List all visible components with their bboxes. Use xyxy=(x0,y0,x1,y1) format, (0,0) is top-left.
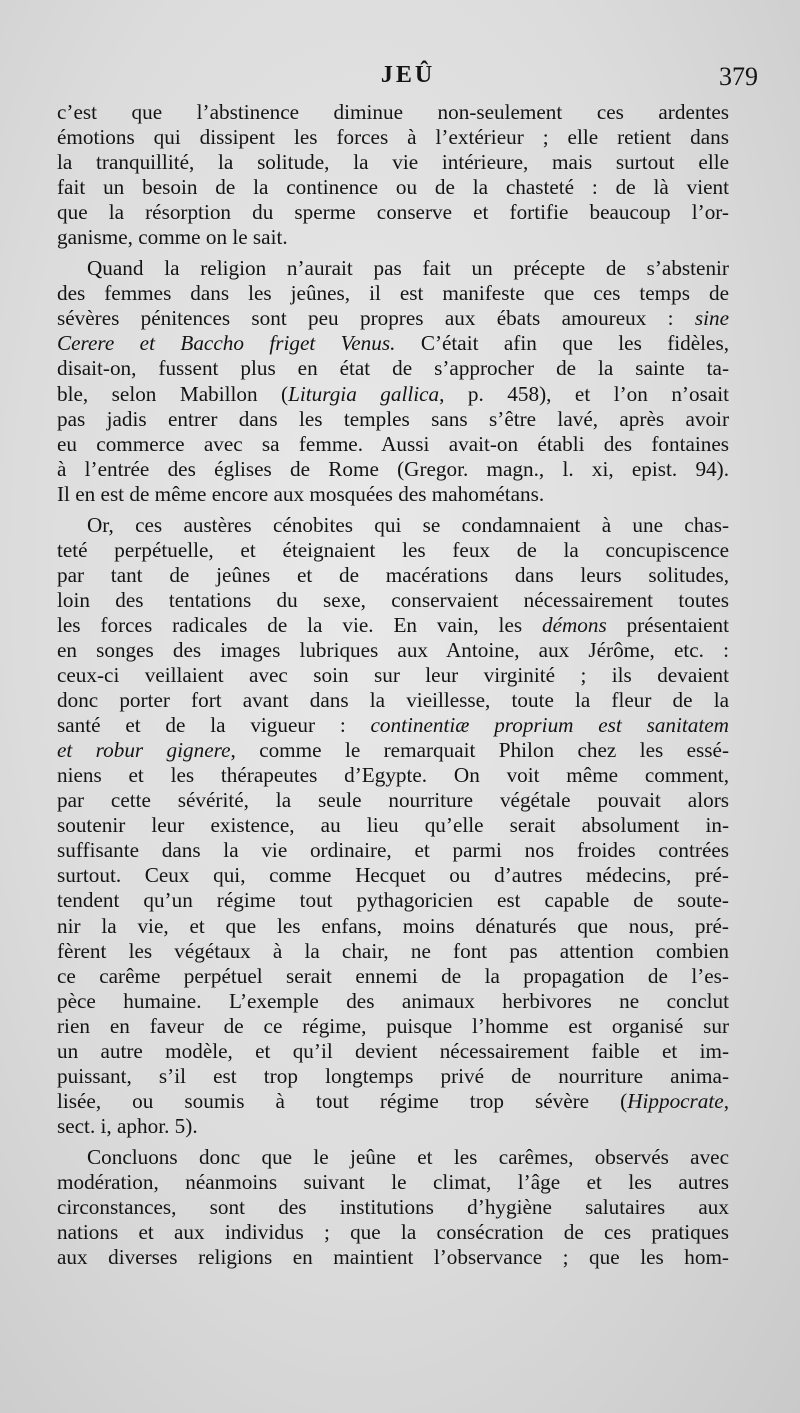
text-line: nir la vie, et que les enfans, moins dénaturés que nous, pré- xyxy=(57,913,729,938)
text-line: fèrent les végétaux à la chair, ne font pas attention combien xyxy=(57,938,729,963)
text-line: en songes des images lubriques aux Antoine, aux Jérôme, etc. : xyxy=(57,637,729,662)
paragraph xyxy=(57,100,729,250)
text-line: pas jadis entrer dans les temples sans s’être lavé, après avoir xyxy=(57,406,729,431)
text-line: disait-on, fussent plus en état de s’approcher de la sainte ta- xyxy=(57,356,729,381)
text-line: pèce humaine. L’exemple des animaux herbivores ne conclut xyxy=(57,988,729,1013)
text-line: niens et les thérapeutes d’Egypte. On voit même comment, xyxy=(57,763,729,788)
text-line: ce carême perpétuel serait ennemi de la propagation de l’es- xyxy=(57,963,729,988)
text-line: rien en faveur de ce régime, puisque l’homme est organisé sur xyxy=(57,1013,729,1038)
text-line: ganisme, comme on le sait. xyxy=(57,225,288,250)
text-line: Cerere et Baccho friget Venus. C’était afin que les fidèles, xyxy=(57,331,730,356)
text-line: eu commerce avec sa femme. Aussi avait-on établi des fontaines xyxy=(57,431,729,456)
paragraph xyxy=(57,513,729,1139)
text-line: teté perpétuelle, et éteignaient les feux de la concupiscence xyxy=(57,537,729,562)
paragraph xyxy=(57,256,729,506)
text-line: nations et aux individus ; que la consécration de ces pratiques xyxy=(57,1220,729,1245)
text-line: un autre modèle, et qu’il devient nécessairement faible et im- xyxy=(57,1038,729,1063)
text-line: puissant, s’il est trop longtemps privé de nourriture anima- xyxy=(57,1063,729,1088)
running-head: JEÛ xyxy=(380,62,436,88)
text-line: que la résorption du sperme conserve et fortifie beaucoup l’or- xyxy=(57,200,729,225)
text-line: Il en est de même encore aux mosquées des mahométans. xyxy=(57,481,545,506)
text-line: soutenir leur existence, au lieu qu’elle serait absolument in- xyxy=(57,813,729,838)
text-line: sect. i, aphor. 5). xyxy=(57,1113,198,1138)
text-line: suffisante dans la vie ordinaire, et parmi nos froides contrées xyxy=(57,838,729,863)
text-line: santé et de la vigueur : continentiæ proprium est sanitatem xyxy=(57,713,729,738)
text-line: à l’entrée des églises de Rome (Gregor. magn., l. xi, epist. 94). xyxy=(57,456,729,481)
text-line: c’est que l’abstinence diminue non-seulement ces ardentes xyxy=(57,100,729,124)
text-line: Concluons donc que le jeûne et les carêmes, observés avec xyxy=(87,1144,729,1169)
body-text xyxy=(57,100,729,1270)
text-line: modération, néanmoins suivant le climat, l’âge et les autres xyxy=(57,1169,729,1194)
text-line: ble, selon Mabillon (Liturgia gallica, p. 458), et l’on n’osait xyxy=(57,381,729,406)
text-line: lisée, ou soumis à tout régime trop sévère (Hippocrate, xyxy=(57,1088,729,1113)
text-line: sévères pénitences sont peu propres aux ébats amoureux : sine xyxy=(57,306,729,331)
text-line: tendent qu’un régime tout pythagoricien est capable de soute- xyxy=(57,888,729,913)
paragraph xyxy=(57,1145,729,1270)
text-line: par tant de jeûnes et de macérations dans leurs solitudes, xyxy=(57,562,729,587)
text-line: donc porter fort avant dans la vieillesse, toute la fleur de la xyxy=(57,688,729,713)
text-line: des femmes dans les jeûnes, il est manifeste que ces temps de xyxy=(57,281,729,306)
text-line: par cette sévérité, la seule nourriture végétale pouvait alors xyxy=(57,788,729,813)
text-line: ceux-ci veillaient avec soin sur leur virginité ; ils devaient xyxy=(57,663,729,688)
text-line: émotions qui dissipent les forces à l’extérieur ; elle retient dans xyxy=(57,125,729,150)
text-line: Or, ces austères cénobites qui se condamnaient à une chas- xyxy=(87,512,729,537)
page-header xyxy=(58,62,758,96)
text-line: la tranquillité, la solitude, la vie intérieure, mais surtout elle xyxy=(57,150,729,175)
text-line: fait un besoin de la continence ou de la chasteté : de là vient xyxy=(57,175,729,200)
text-line: Quand la religion n’aurait pas fait un précepte de s’abstenir xyxy=(87,256,729,281)
text-line: loin des tentations du sexe, conservaient nécessairement toutes xyxy=(57,587,729,612)
text-line: circonstances, sont des institutions d’hygiène salutaires aux xyxy=(57,1195,729,1220)
page-number: 379 xyxy=(719,62,758,91)
text-line: les forces radicales de la vie. En vain, les démons présentaient xyxy=(57,612,729,637)
text-line: aux diverses religions en maintient l’observance ; que les hom- xyxy=(57,1245,729,1270)
text-line: surtout. Ceux qui, comme Hecquet ou d’autres médecins, pré- xyxy=(57,863,729,888)
text-line: et robur gignere, comme le remarquait Philon chez les essé- xyxy=(57,738,729,763)
